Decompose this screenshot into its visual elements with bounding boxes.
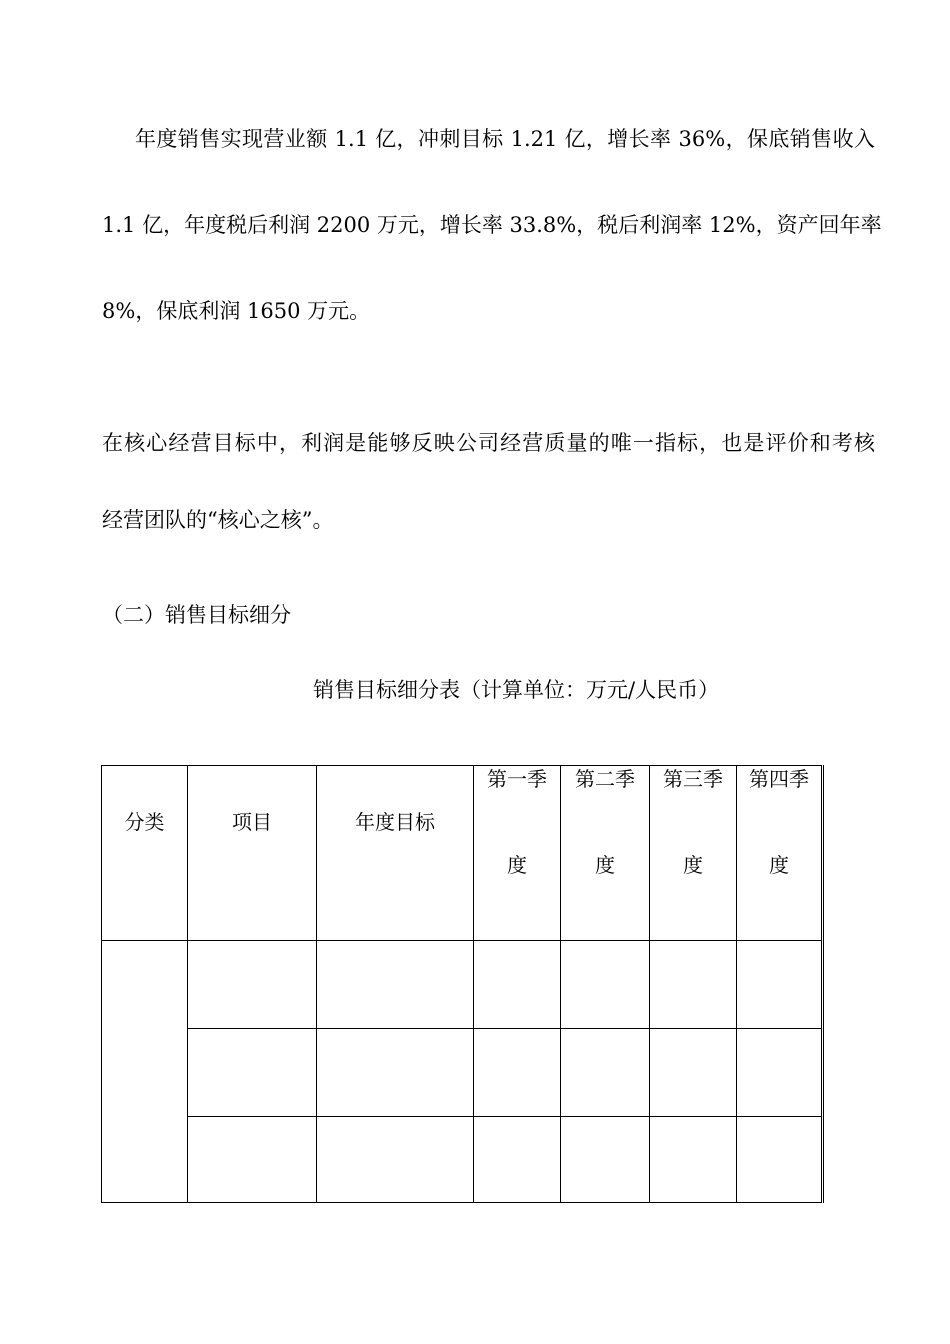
- paragraph-1-line-3: 8%，保底利润 1650 万元。: [102, 299, 371, 323]
- item-cell: [188, 1029, 317, 1117]
- header-q4-line1: 第四季: [749, 767, 809, 791]
- header-q1-line1: 第一季: [487, 767, 547, 791]
- item-cell: [188, 941, 317, 1029]
- header-q1-line2: 度: [507, 853, 527, 877]
- q1-cell: [474, 1029, 561, 1117]
- annual-target-cell: [317, 941, 474, 1029]
- header-q2-line1: 第二季: [575, 767, 635, 791]
- q3-cell: [650, 941, 737, 1029]
- table-header-row: [102, 766, 823, 941]
- paragraph-2-line-2: 经营团队的“核心之核”。: [102, 508, 334, 532]
- item-cell: [188, 1117, 317, 1203]
- section-heading: （二）销售目标细分: [102, 603, 291, 627]
- header-q3: [650, 766, 737, 941]
- header-q4-line2: 度: [769, 853, 789, 877]
- paragraph-1-line-2: 1.1 亿，年度税后利润 2200 万元，增长率 33.8%，税后利润率 12%，资产回年率: [102, 213, 882, 237]
- header-item: 项目: [188, 766, 317, 941]
- q4-cell: [737, 1029, 823, 1117]
- header-q4: [737, 766, 823, 941]
- table-row: [102, 941, 823, 1029]
- table-row: [102, 1117, 823, 1203]
- header-q2-line2: 度: [595, 853, 615, 877]
- q4-cell: [737, 941, 823, 1029]
- header-q2: [561, 766, 650, 941]
- header-q3-line1: 第三季: [663, 767, 723, 791]
- q3-cell: [650, 1029, 737, 1117]
- q3-cell: [650, 1117, 737, 1203]
- annual-target-cell: [317, 1029, 474, 1117]
- q2-cell: [561, 1117, 650, 1203]
- category-cell: [102, 941, 188, 1203]
- table-caption: 销售目标细分表（计算单位：万元/人民币）: [313, 678, 720, 702]
- q2-cell: [561, 941, 650, 1029]
- paragraph-1-line-1: 年度销售实现营业额 1.1 亿，冲刺目标 1.21 亿，增长率 36%，保底销售收入: [135, 127, 875, 151]
- q1-cell: [474, 1117, 561, 1203]
- table-row: [102, 1029, 823, 1117]
- header-category: 分类: [102, 766, 188, 941]
- annual-target-cell: [317, 1117, 474, 1203]
- paragraph-2-line-1: 在核心经营目标中，利润是能够反映公司经营质量的唯一指标，也是评价和考核: [102, 431, 875, 455]
- header-q3-line2: 度: [683, 853, 703, 877]
- header-q1: [474, 766, 561, 941]
- sales-target-table: [101, 765, 824, 1203]
- q1-cell: [474, 941, 561, 1029]
- q4-cell: [737, 1117, 823, 1203]
- q2-cell: [561, 1029, 650, 1117]
- header-annual-target: 年度目标: [317, 766, 474, 941]
